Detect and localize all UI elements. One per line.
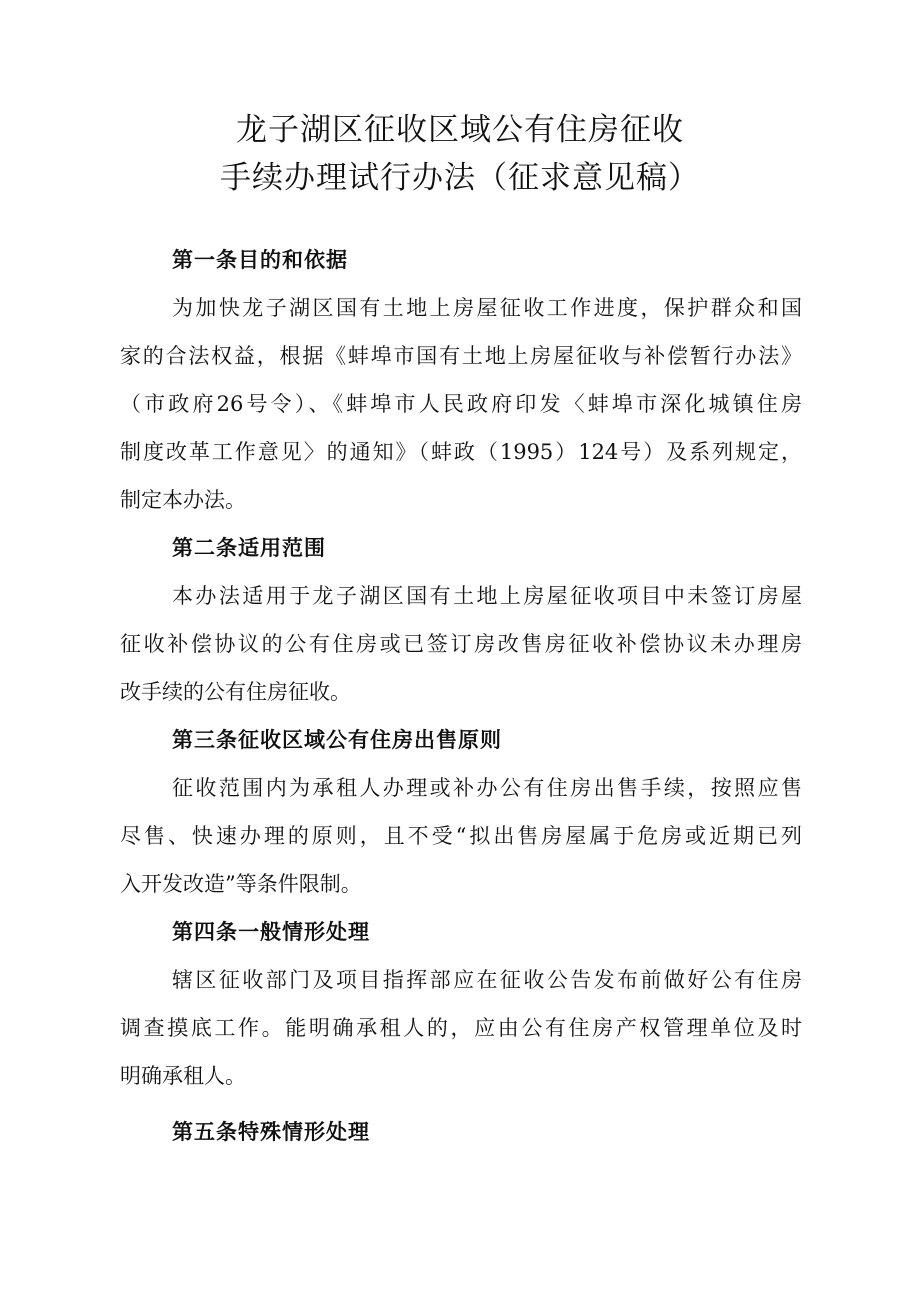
article-heading-3: 第三条征收区域公有住房出售原则 — [172, 728, 502, 752]
paragraph-line: 制度改革工作意见〉的通知》（蚌政（1995）124号）及系列规定， — [120, 440, 802, 464]
paragraph-line: 辖区征收部门及项目指挥部应在征收公告发布前做好公有住房 — [172, 968, 802, 992]
article-heading-1: 第一条目的和依据 — [172, 248, 348, 272]
paragraph-line: 征收补偿协议的公有住房或已签订房改售房征收补偿协议未办理房 — [120, 632, 802, 656]
paragraph-line: 征收范围内为承租人办理或补办公有住房出售手续，按照应售 — [172, 776, 802, 800]
paragraph-line: 明确承租人。 — [120, 1064, 246, 1088]
article-paragraph-3 — [120, 764, 802, 908]
article-heading-2: 第二条适用范围 — [172, 536, 326, 560]
document-body — [120, 236, 802, 1156]
paragraph-line: 改手续的公有住房征收。 — [120, 680, 351, 704]
article-paragraph-4 — [120, 956, 802, 1100]
paragraph-line: 制定本办法。 — [120, 488, 246, 512]
article-heading-4: 第四条一般情形处理 — [172, 920, 370, 944]
title-line-2: 手续办理试行办法（征求意见稿） — [220, 160, 700, 196]
paragraph-line: （市政府26号令）、《蚌埠市人民政府印发〈蚌埠市深化城镇住房 — [120, 392, 802, 416]
article-paragraph-1 — [120, 284, 802, 524]
title-line-1: 龙子湖区征收区域公有住房征收 — [236, 112, 684, 148]
article-heading-5: 第五条特殊情形处理 — [172, 1120, 370, 1144]
article-paragraph-2 — [120, 572, 802, 716]
paragraph-line: 家的合法权益，根据《蚌埠市国有土地上房屋征收与补偿暂行办法》 — [120, 344, 802, 368]
paragraph-line: 入开发改造”等条件限制。 — [120, 872, 362, 896]
paragraph-line: 本办法适用于龙子湖区国有土地上房屋征收项目中未签订房屋 — [172, 584, 802, 608]
paragraph-line: 调查摸底工作。能明确承租人的，应由公有住房产权管理单位及时 — [120, 1016, 802, 1040]
paragraph-line: 尽售、快速办理的原则，且不受“拟出售房屋属于危房或近期已列 — [120, 824, 802, 848]
paragraph-line: 为加快龙子湖区国有土地上房屋征收工作进度，保护群众和国 — [172, 296, 802, 320]
document-title — [0, 106, 920, 202]
